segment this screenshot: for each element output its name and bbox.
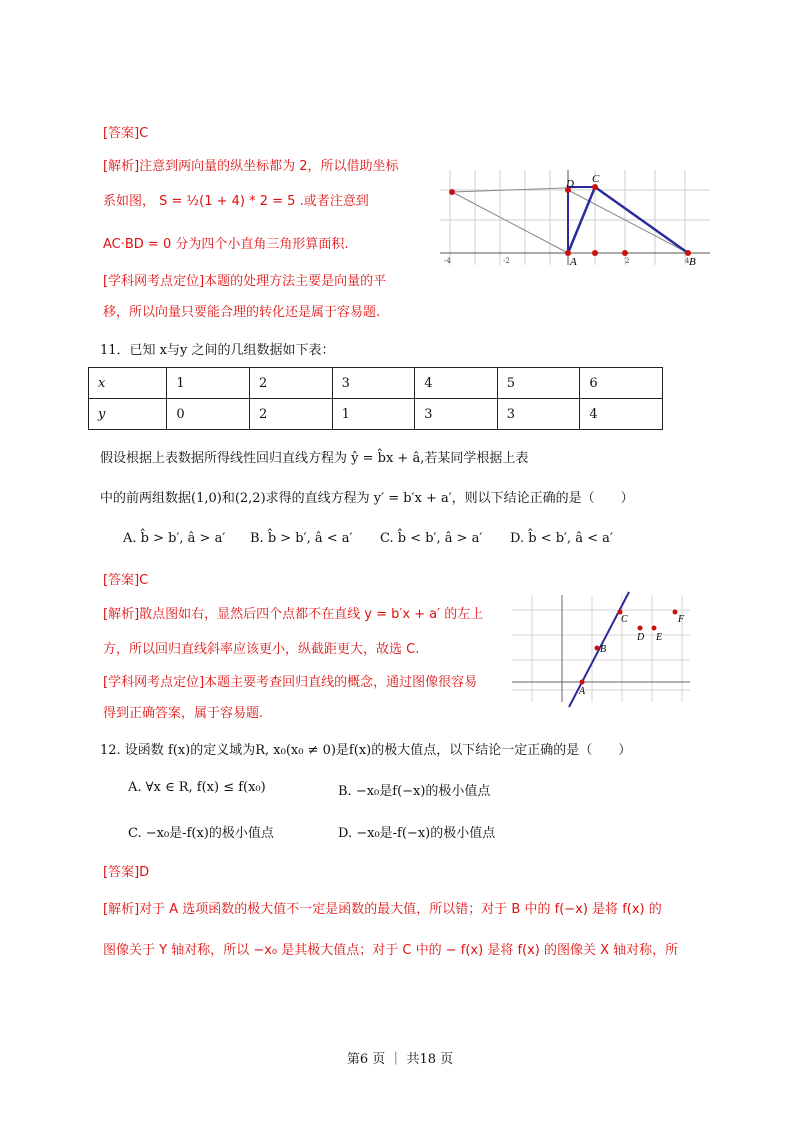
q11-label-d: D [637, 632, 645, 643]
table-cell: 2 [250, 399, 333, 430]
q11-point-line2: 得到正确答案，属于容易题. [103, 706, 264, 721]
table-cell: 1 [167, 368, 250, 399]
table-cell: 3 [415, 399, 498, 430]
q11-option-d: D. b̂ < b′, â < a′ [510, 531, 613, 546]
q10-tick-neg2: -2 [503, 257, 510, 265]
q10-tick-neg4: -4 [444, 257, 451, 265]
q10-analysis-line3: AC·BD = 0 分为四个小直角三角形算面积. [103, 237, 349, 252]
q11-option-c: C. b̂ < b′, â > a′ [380, 531, 483, 546]
q11-label-e: E [656, 632, 663, 643]
table-cell: 4 [580, 399, 663, 430]
page-footer: 第6 页 ｜ 共18 页 [346, 1052, 454, 1067]
q10-label-a: A [570, 256, 577, 268]
q12-analysis-line2: 图像关于 Y 轴对称，所以 −x₀ 是其极大值点；对于 C 中的 − f(x) 是将 f(x) 的图像关 X 轴对称，所 [103, 943, 679, 958]
q10-point-line2: 移，所以向量只要能合理的转化还是属于容易题. [103, 305, 381, 320]
q10-label-d: D [566, 178, 574, 190]
q11-option-a: A. b̂ > b′, â > a′ [123, 531, 226, 546]
table-cell: 6 [580, 368, 663, 399]
q10-answer: [答案]C [103, 126, 149, 141]
q11-data-table [88, 367, 663, 430]
q12-stem: 12. 设函数 f(x)的定义域为R, x₀(x₀ ≠ 0)是f(x)的极大值点，以下结论一定正确的是（ ） [100, 743, 632, 758]
q12-option-d: D. −x₀是-f(−x)的极小值点 [338, 826, 496, 841]
q11-label-a: A [579, 686, 586, 697]
table-cell: 5 [497, 368, 580, 399]
q10-analysis-line2: 系如图， S = ½(1 + 4) * 2 = 5 .或者注意到 [103, 194, 369, 209]
q11-text-line1: 假设根据上表数据所得线性回归直线方程为 ŷ = b̂x + â,若某同学根据上表 [100, 451, 529, 466]
q11-point-line1: [学科网考点定位]本题主要考查回归直线的概念，通过图像很容易 [103, 675, 478, 690]
q11-stem: 11．已知 x与y 之间的几组数据如下表： [100, 343, 335, 358]
q10-coordinate-figure [440, 165, 715, 273]
q12-analysis-line1: [解析]对于 A 选项函数的极大值不一定是函数的最大值，所以错；对于 B 中的 f(−x) 是将 f(x) 的 [103, 902, 662, 917]
q11-label-b: B [600, 644, 607, 655]
q11-option-b: B. b̂ > b′, â < a′ [250, 531, 353, 546]
table-cell: 3 [332, 368, 415, 399]
table-row [89, 399, 663, 430]
table-cell: 1 [332, 399, 415, 430]
q11-label-c: C [621, 614, 628, 625]
table-cell: 0 [167, 399, 250, 430]
table-cell: y [89, 399, 167, 430]
q11-text-line2: 中的前两组数据(1,0)和(2,2)求得的直线方程为 y′ = b′x + a′，则以下结论正确的是（ ） [100, 491, 634, 506]
q11-scatter-figure [512, 590, 692, 708]
table-cell: x [89, 368, 167, 399]
q11-analysis-line1: [解析]散点图如右，显然后四个点都不在直线 y = b′x + a′ 的左上 [103, 607, 484, 622]
q12-option-c: C. −x₀是-f(x)的极小值点 [128, 826, 274, 841]
q11-answer: [答案]C [103, 573, 149, 588]
q11-label-f: F [678, 614, 685, 625]
q10-analysis-line1: [解析]注意到两向量的纵坐标都为 2，所以借助坐标 [103, 159, 399, 174]
q12-answer: [答案]D [103, 865, 150, 880]
table-row [89, 368, 663, 399]
q12-option-b: B. −x₀是f(−x)的极小值点 [338, 784, 491, 799]
q12-option-a: A. ∀x ∈ R, f(x) ≤ f(x₀) [128, 780, 266, 795]
table-cell: 2 [250, 368, 333, 399]
q10-point-line1: [学科网考点定位]本题的处理方法主要是向量的平 [103, 274, 387, 289]
q10-tick-2: 2 [625, 257, 630, 265]
table-cell: 4 [415, 368, 498, 399]
q10-label-c: C [592, 173, 600, 185]
q10-label-b: B [689, 256, 696, 268]
q10-tick-4: 4 [685, 257, 690, 265]
q11-analysis-line2: 方，所以回归直线斜率应该更小，纵截距更大，故选 C. [103, 642, 420, 657]
table-cell: 3 [497, 399, 580, 430]
